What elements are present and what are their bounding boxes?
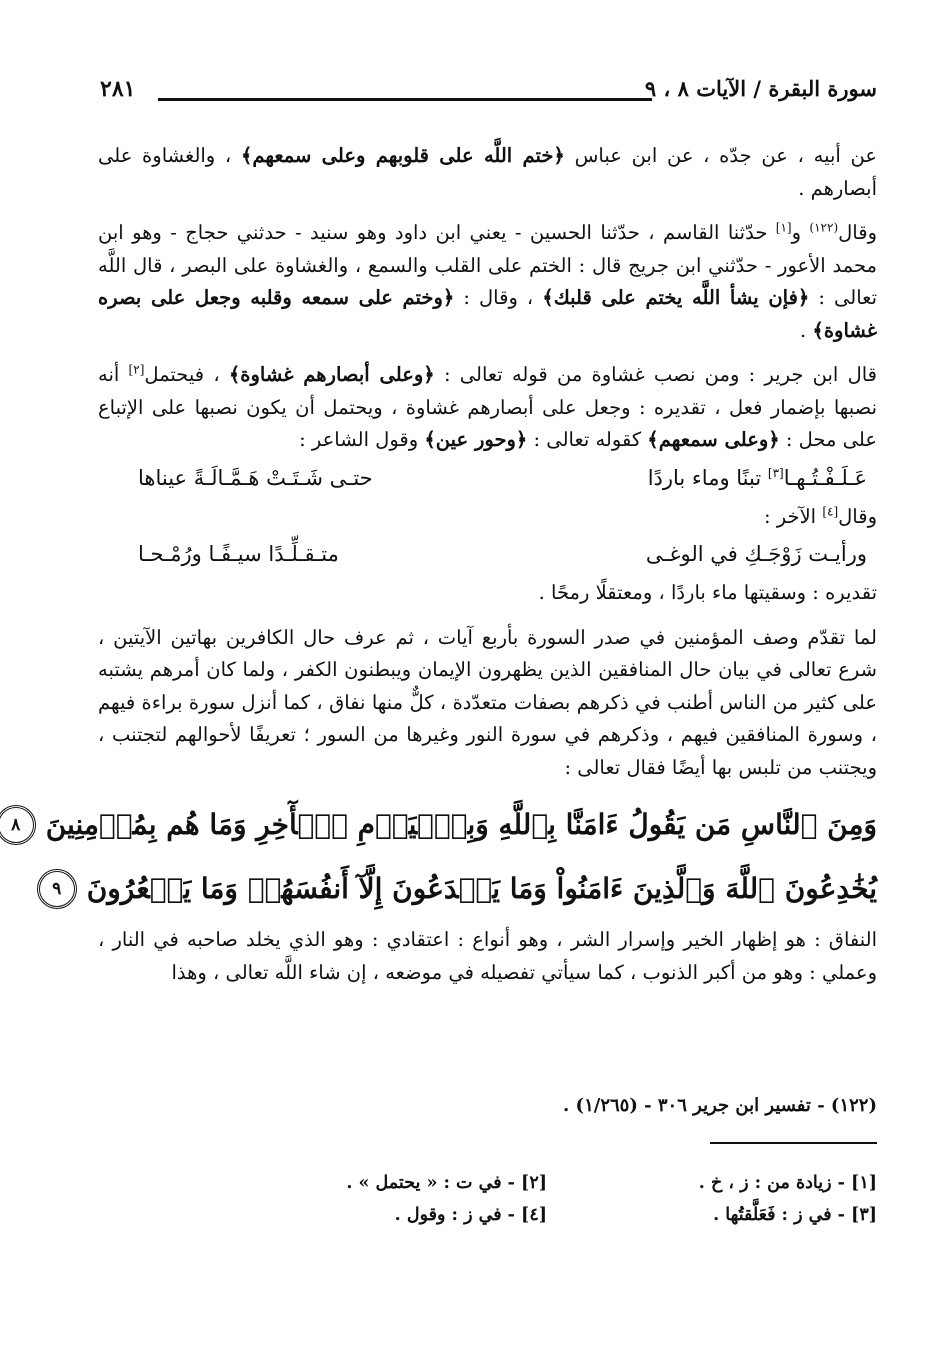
ayah-text: وَمِنَ ٱلنَّاسِ مَن يَقُولُ ءَامَنَّا بِٱللَّهِ وَبِٱلۡيَوۡمِ ٱلۡأٓخِرِ وَمَا هُم بِمُؤۡمِنِينَ bbox=[45, 808, 877, 841]
hadith-reference: (١٢٢) - تفسير ابن جرير ٣٠٦ - (١/٢٦٥) . bbox=[563, 1095, 877, 1116]
quran-quote: ﴿وختم على سمعه وقلبه وجعل على بصره غشاوة﴾ bbox=[98, 286, 877, 342]
ayah-text: يُخَٰدِعُونَ ٱللَّهَ وَٱلَّذِينَ ءَامَنُواْ وَمَا يَخۡدَعُونَ إِلَّآ أَنفُسَهُمۡ وَمَا يَشۡعُرُونَ bbox=[86, 872, 877, 905]
poetry-verse-1 bbox=[98, 459, 877, 497]
paragraph-1: عن أبيه ، عن جدّه ، عن ابن عباس ﴿ختم اللَّه على قلوبهم وعلى سمعهم﴾ ، والغشاوة على أبصارهم . bbox=[98, 144, 877, 200]
quran-quote: ﴿فإن يشأ اللَّه يختم على قلبك﴾ bbox=[542, 286, 810, 309]
footnote-1: [١] - زيادة من : ز ، خ . bbox=[698, 1173, 877, 1193]
footnote-3: [٣] - في ز : فَعَلَّقتُها . bbox=[713, 1205, 877, 1225]
header-rule bbox=[158, 98, 652, 101]
main-text bbox=[11, 140, 878, 1001]
poetry-verse-2 bbox=[98, 535, 877, 573]
quran-quote: ﴿وعلى أبصارهم غشاوة﴾ bbox=[228, 363, 435, 386]
footnote-2: [٢] - في ت : « يحتمل » . bbox=[346, 1173, 547, 1193]
footnote-marker: (١٢٢) bbox=[809, 220, 839, 235]
footnote-marker: [٣] bbox=[767, 465, 784, 480]
hemistich-right: عَـلَـفْـتُـهـا[٣] تبنًا وماء باردًا bbox=[647, 465, 867, 490]
footnote-marker: [١] bbox=[775, 220, 792, 235]
paragraph-5: تقديره : وسقيتها ماء باردًا ، ومعتقلًا رمحًا . bbox=[538, 581, 877, 604]
quran-quote: ﴿ختم اللَّه على قلوبهم وعلى سمعهم﴾ bbox=[240, 144, 565, 167]
ayah-number-ornament: ٨ bbox=[0, 805, 36, 845]
quran-quote: ﴿وحور عين﴾ bbox=[424, 428, 528, 451]
footnotes bbox=[217, 1167, 877, 1231]
footnote-4: [٤] - في ز : وقول . bbox=[394, 1205, 547, 1225]
hemistich-left: حتـى شَـتَـتْ هَـمَّـالَـةً عيناها bbox=[138, 465, 373, 490]
paragraph-7: النفاق : هو إظهار الخير وإسرار الشر ، وهو أنواع : اعتقادي : وهو الذي يخلد صاحبه في النار ، وعملي : وهو من أكبر الذنوب ، كما سيأتي تفصيله في موضعه ، إن شاء اللَّه تعالى ، وهذا bbox=[98, 928, 877, 984]
paragraph-3: قال ابن جرير : ومن نصب غشاوة من قوله تعالى : ﴿وعلى أبصارهم غشاوة﴾ ، فيحتمل[٢] أنه نصبها بإضمار فعل ، تقديره : وجعل على أبصارهم غشاوة ، ويحتمل أن يكون نصبها على الإتباع على محل : ﴿وعلى سمعهم﴾ كقوله تعالى : ﴿وحور عين﴾ وقول الشاعر : bbox=[98, 362, 878, 451]
running-title: سورة البقرة / الآيات ٨ ، ٩ bbox=[644, 76, 877, 101]
footnote-rule bbox=[710, 1142, 877, 1144]
quran-ayah-9 bbox=[52, 860, 877, 918]
hemistich-right: ورأيـت زَوْجَـكِ في الوغـى bbox=[645, 542, 867, 566]
paragraph-6: لما تقدّم وصف المؤمنين في صدر السورة بأربع آيات ، ثم عرف حال الكافرين بهاتين الآيتين ، شرع تعالى في بيان حال المنافقين الذين يظهرون الإيمان ويبطنون الكفر ، ولما كان أمرهم يشتبه على كثير من الناس أطنب في ذكرهم بصفات متعدّدة ، كلٌّ منها نفاق ، كما أنزل سورة براءة فيهم ، وسورة المنافقين فيهم ، وذكرهم في سورة النور وغيرها من السور ؛ تعريفًا لأحوالهم لتجتنب ، ويجتنب من تلبس بها أيضًا فقال تعالى : bbox=[98, 625, 877, 779]
quran-ayah-8 bbox=[11, 796, 877, 854]
footnote-marker: [٢] bbox=[128, 362, 145, 377]
ayah-number-ornament: ٩ bbox=[37, 869, 77, 909]
page-header bbox=[100, 72, 877, 112]
paragraph-4: وقال[٤] الآخر : bbox=[763, 504, 877, 528]
paragraph-2: وقال$^{(١٢٢)}$ و[١] حدّثنا القاسم ، حدّثنا الحسين - يعني ابن داود وهو سنيد - حدثني حجاج - وهو ابن محمد الأعور - حدّثني ابن جريج قال : الختم على القلب والسمع ، والغشاوة على البصر ، قال اللَّه تعالى : ﴿فإن يشأ اللَّه يختم على قلبك﴾ ، وقال : ﴿وختم على سمعه وقلبه وجعل على بصره غشاوة﴾ . bbox=[98, 220, 878, 342]
quran-quote: ﴿وعلى سمعهم﴾ bbox=[647, 428, 780, 451]
footnote-marker: [٤] bbox=[822, 504, 839, 518]
hemistich-left: متـقـلِّـدًا سيـفًـا ورُمْـحـا bbox=[138, 542, 339, 566]
page-number: ٢٨١ bbox=[100, 76, 136, 102]
